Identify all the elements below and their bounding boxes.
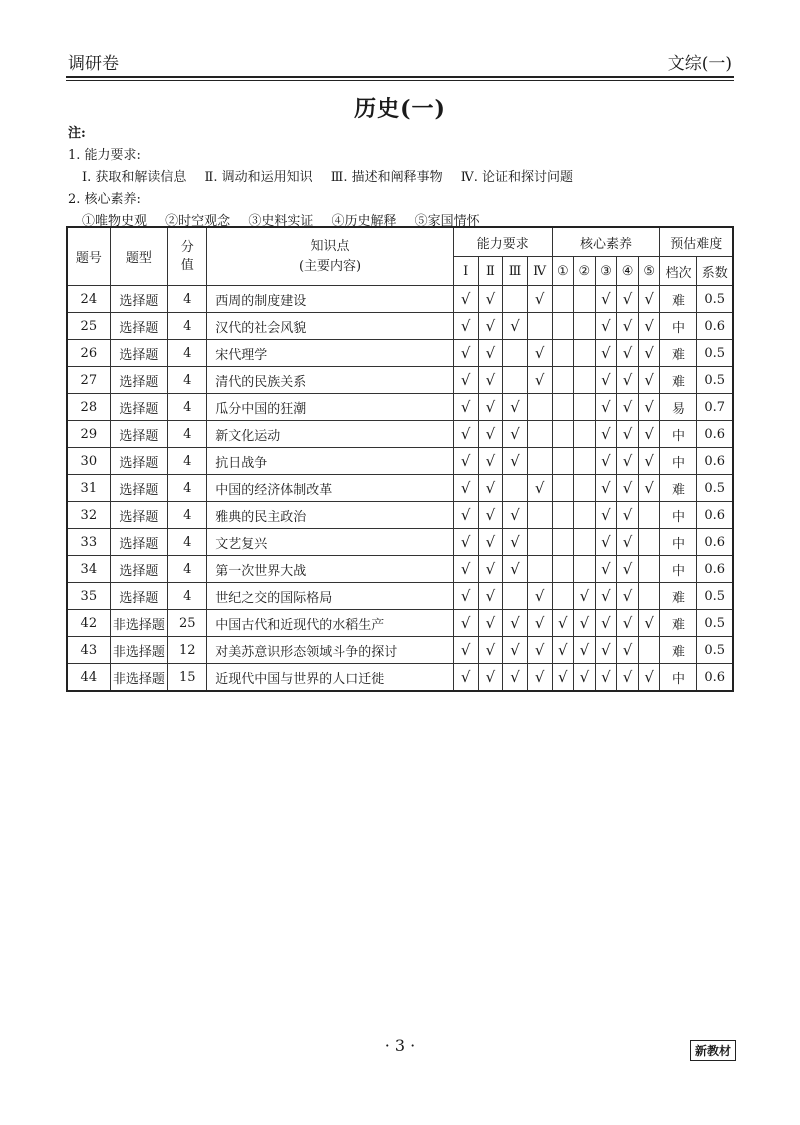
cell-level: 中	[660, 502, 697, 529]
cell-coef: 0.6	[697, 502, 733, 529]
header-ability-col: Ⅰ	[453, 257, 478, 286]
cell-ability-check: √	[503, 664, 528, 692]
cell-ability-check: √	[453, 529, 478, 556]
cell-type: 选择题	[110, 502, 168, 529]
cell-score: 4	[168, 502, 207, 529]
cell-score: 4	[168, 367, 207, 394]
table-row	[67, 313, 733, 340]
cell-coef: 0.6	[697, 556, 733, 583]
table-row	[67, 637, 733, 664]
cell-score: 4	[168, 394, 207, 421]
cell-type: 非选择题	[110, 610, 168, 637]
cell-coef: 0.6	[697, 448, 733, 475]
cell-literacy-check: √	[638, 313, 660, 340]
cell-ability-check: √	[453, 610, 478, 637]
cell-no: 32	[67, 502, 110, 529]
header-left: 调研卷	[68, 54, 119, 74]
page-number: · 3 ·	[384, 1036, 416, 1055]
cell-ability-check	[503, 286, 528, 313]
cell-topic: 中国古代和近现代的水稻生产	[207, 610, 454, 637]
header-ability-col: Ⅱ	[478, 257, 503, 286]
cell-literacy-check: √	[595, 448, 617, 475]
cell-ability-check: √	[503, 637, 528, 664]
table-row	[67, 475, 733, 502]
cell-score: 4	[168, 529, 207, 556]
header-level-col: 档次	[660, 257, 697, 286]
cell-no: 28	[67, 394, 110, 421]
ability-title: 1. 能力要求:	[68, 148, 141, 163]
cell-literacy-check	[574, 448, 596, 475]
cell-ability-check: √	[453, 637, 478, 664]
cell-literacy-check: √	[574, 664, 596, 692]
ability-list	[68, 167, 587, 189]
cell-literacy-check	[552, 394, 574, 421]
cell-ability-check	[527, 394, 552, 421]
cell-coef: 0.5	[697, 637, 733, 664]
table-row	[67, 286, 733, 313]
cell-topic: 瓜分中国的狂潮	[207, 394, 454, 421]
cell-score: 4	[168, 556, 207, 583]
cell-coef: 0.7	[697, 394, 733, 421]
cell-score: 4	[168, 421, 207, 448]
cell-literacy-check	[574, 394, 596, 421]
cell-score: 4	[168, 475, 207, 502]
cell-ability-check: √	[453, 556, 478, 583]
literacy-item: ③史料实证	[248, 214, 314, 229]
cell-literacy-check: √	[617, 340, 639, 367]
cell-literacy-check	[638, 556, 660, 583]
cell-literacy-check: √	[617, 394, 639, 421]
page-header	[68, 46, 732, 74]
cell-ability-check: √	[527, 475, 552, 502]
cell-ability-check: √	[527, 367, 552, 394]
cell-literacy-check	[552, 529, 574, 556]
cell-type: 选择题	[110, 394, 168, 421]
table-row	[67, 340, 733, 367]
cell-level: 难	[660, 286, 697, 313]
cell-level: 中	[660, 664, 697, 692]
cell-literacy-check: √	[595, 394, 617, 421]
cell-ability-check: √	[478, 313, 503, 340]
cell-topic: 新文化运动	[207, 421, 454, 448]
cell-ability-check: √	[478, 394, 503, 421]
header-literacy-col: ①	[552, 257, 574, 286]
cell-literacy-check	[574, 475, 596, 502]
cell-literacy-check: √	[595, 529, 617, 556]
cell-coef: 0.5	[697, 475, 733, 502]
cell-literacy-check: √	[617, 556, 639, 583]
cell-level: 难	[660, 583, 697, 610]
header-right: 文综(一)	[667, 54, 732, 74]
cell-score: 4	[168, 286, 207, 313]
notes	[68, 123, 587, 233]
cell-ability-check	[527, 421, 552, 448]
cell-literacy-check	[574, 556, 596, 583]
cell-literacy-check: √	[617, 664, 639, 692]
cell-type: 选择题	[110, 529, 168, 556]
table-body	[67, 286, 733, 692]
header-ability-col: Ⅳ	[527, 257, 552, 286]
cell-literacy-check: √	[638, 286, 660, 313]
cell-literacy-check	[638, 637, 660, 664]
cell-type: 选择题	[110, 421, 168, 448]
literacy-title: 2. 核心素养:	[68, 192, 141, 207]
cell-ability-check	[503, 583, 528, 610]
cell-type: 选择题	[110, 313, 168, 340]
cell-ability-check: √	[478, 637, 503, 664]
cell-topic: 中国的经济体制改革	[207, 475, 454, 502]
table-row	[67, 502, 733, 529]
cell-ability-check: √	[478, 610, 503, 637]
cell-literacy-check: √	[638, 340, 660, 367]
cell-ability-check: √	[478, 367, 503, 394]
cell-literacy-check: √	[595, 421, 617, 448]
cell-ability-check: √	[478, 475, 503, 502]
cell-topic: 世纪之交的国际格局	[207, 583, 454, 610]
cell-coef: 0.5	[697, 583, 733, 610]
header-rule-thin	[66, 80, 734, 81]
cell-ability-check: √	[453, 664, 478, 692]
cell-coef: 0.6	[697, 313, 733, 340]
header-coef-col: 系数	[697, 257, 733, 286]
cell-score: 4	[168, 448, 207, 475]
header-topic-sub: (主要内容)	[298, 258, 362, 274]
cell-ability-check	[503, 475, 528, 502]
cell-ability-check: √	[478, 421, 503, 448]
header-literacy-col: ④	[617, 257, 639, 286]
cell-ability-check	[527, 529, 552, 556]
cell-topic: 雅典的民主政治	[207, 502, 454, 529]
cell-coef: 0.6	[697, 421, 733, 448]
header-rule	[66, 76, 734, 78]
cell-ability-check: √	[478, 556, 503, 583]
cell-type: 选择题	[110, 475, 168, 502]
cell-type: 选择题	[110, 286, 168, 313]
cell-score: 4	[168, 583, 207, 610]
cell-ability-check: √	[503, 529, 528, 556]
cell-literacy-check	[552, 556, 574, 583]
cell-literacy-check	[574, 313, 596, 340]
cell-literacy-check: √	[638, 664, 660, 692]
cell-literacy-check: √	[617, 286, 639, 313]
cell-no: 34	[67, 556, 110, 583]
cell-literacy-check: √	[617, 529, 639, 556]
cell-coef: 0.5	[697, 340, 733, 367]
cell-ability-check: √	[503, 394, 528, 421]
cell-literacy-check: √	[617, 367, 639, 394]
cell-type: 选择题	[110, 556, 168, 583]
edition-badge: 新教材	[690, 1040, 736, 1061]
cell-type: 选择题	[110, 367, 168, 394]
cell-ability-check: √	[453, 394, 478, 421]
cell-ability-check: √	[453, 367, 478, 394]
cell-ability-check: √	[453, 286, 478, 313]
cell-coef: 0.5	[697, 367, 733, 394]
cell-level: 难	[660, 637, 697, 664]
cell-level: 难	[660, 475, 697, 502]
cell-type: 非选择题	[110, 664, 168, 692]
cell-topic: 近现代中国与世界的人口迁徙	[207, 664, 454, 692]
cell-level: 中	[660, 313, 697, 340]
table-row	[67, 583, 733, 610]
cell-level: 难	[660, 610, 697, 637]
cell-literacy-check: √	[574, 610, 596, 637]
table-row	[67, 556, 733, 583]
table-header-row	[67, 227, 733, 257]
cell-literacy-check: √	[574, 583, 596, 610]
cell-literacy-check: √	[617, 502, 639, 529]
cell-literacy-check	[552, 475, 574, 502]
cell-type: 选择题	[110, 583, 168, 610]
cell-topic: 汉代的社会风貌	[207, 313, 454, 340]
cell-literacy-check: √	[617, 610, 639, 637]
header-ability: 能力要求	[453, 227, 552, 257]
cell-topic: 抗日战争	[207, 448, 454, 475]
header-ability-col: Ⅲ	[503, 257, 528, 286]
cell-literacy-check: √	[595, 556, 617, 583]
cell-ability-check	[503, 367, 528, 394]
header-literacy-col: ③	[595, 257, 617, 286]
cell-level: 易	[660, 394, 697, 421]
cell-literacy-check: √	[617, 583, 639, 610]
cell-literacy-check: √	[638, 448, 660, 475]
table-row	[67, 421, 733, 448]
cell-literacy-check	[574, 529, 596, 556]
cell-literacy-check: √	[552, 664, 574, 692]
cell-ability-check	[527, 556, 552, 583]
cell-ability-check: √	[478, 502, 503, 529]
cell-literacy-check	[552, 421, 574, 448]
cell-literacy-check	[638, 583, 660, 610]
cell-no: 25	[67, 313, 110, 340]
page-title: 历史(一)	[354, 96, 446, 122]
cell-literacy-check: √	[595, 637, 617, 664]
cell-no: 43	[67, 637, 110, 664]
cell-literacy-check: √	[617, 448, 639, 475]
cell-level: 中	[660, 529, 697, 556]
notes-label: 注:	[68, 126, 86, 141]
cell-ability-check: √	[478, 340, 503, 367]
ability-item: Ⅱ. 调动和运用知识	[204, 170, 313, 185]
cell-literacy-check	[552, 313, 574, 340]
literacy-item: ①唯物史观	[82, 214, 148, 229]
cell-ability-check: √	[527, 583, 552, 610]
cell-coef: 0.5	[697, 610, 733, 637]
cell-no: 26	[67, 340, 110, 367]
table-row	[67, 367, 733, 394]
cell-ability-check: √	[453, 421, 478, 448]
cell-score: 12	[168, 637, 207, 664]
cell-type: 非选择题	[110, 637, 168, 664]
header-literacy: 核心素养	[552, 227, 660, 257]
cell-topic: 宋代理学	[207, 340, 454, 367]
cell-level: 难	[660, 367, 697, 394]
cell-no: 29	[67, 421, 110, 448]
cell-literacy-check: √	[617, 313, 639, 340]
header-literacy-col: ⑤	[638, 257, 660, 286]
table-row	[67, 448, 733, 475]
cell-ability-check: √	[503, 502, 528, 529]
cell-no: 33	[67, 529, 110, 556]
cell-score: 4	[168, 313, 207, 340]
cell-ability-check: √	[503, 448, 528, 475]
cell-ability-check: √	[503, 556, 528, 583]
cell-literacy-check: √	[595, 583, 617, 610]
header-type: 题型	[110, 227, 168, 286]
cell-topic: 文艺复兴	[207, 529, 454, 556]
cell-type: 选择题	[110, 448, 168, 475]
header-literacy-col: ②	[574, 257, 596, 286]
cell-ability-check: √	[503, 610, 528, 637]
cell-ability-check: √	[478, 529, 503, 556]
cell-ability-check: √	[527, 610, 552, 637]
cell-ability-check: √	[453, 475, 478, 502]
cell-literacy-check: √	[552, 610, 574, 637]
cell-literacy-check	[552, 502, 574, 529]
cell-ability-check: √	[453, 583, 478, 610]
cell-literacy-check	[552, 286, 574, 313]
table-row	[67, 664, 733, 692]
cell-no: 27	[67, 367, 110, 394]
cell-no: 35	[67, 583, 110, 610]
cell-ability-check: √	[478, 286, 503, 313]
cell-score: 4	[168, 340, 207, 367]
cell-topic: 对美苏意识形态领域斗争的探讨	[207, 637, 454, 664]
cell-topic: 第一次世界大战	[207, 556, 454, 583]
cell-literacy-check: √	[595, 475, 617, 502]
cell-type: 选择题	[110, 340, 168, 367]
cell-literacy-check	[638, 502, 660, 529]
literacy-item: ④历史解释	[331, 214, 397, 229]
cell-literacy-check: √	[595, 610, 617, 637]
cell-no: 42	[67, 610, 110, 637]
table-row	[67, 529, 733, 556]
cell-literacy-check: √	[574, 637, 596, 664]
ability-item: Ⅲ. 描述和阐释事物	[330, 170, 443, 185]
cell-level: 难	[660, 340, 697, 367]
cell-ability-check: √	[478, 583, 503, 610]
cell-ability-check: √	[453, 340, 478, 367]
header-difficulty: 预估难度	[660, 227, 733, 257]
cell-literacy-check	[574, 421, 596, 448]
table-row	[67, 394, 733, 421]
table-row	[67, 610, 733, 637]
cell-literacy-check: √	[638, 394, 660, 421]
cell-literacy-check: √	[595, 313, 617, 340]
cell-ability-check: √	[478, 664, 503, 692]
cell-literacy-check	[574, 502, 596, 529]
cell-coef: 0.5	[697, 286, 733, 313]
cell-literacy-check	[552, 340, 574, 367]
cell-level: 中	[660, 421, 697, 448]
cell-coef: 0.6	[697, 664, 733, 692]
cell-ability-check: √	[453, 448, 478, 475]
cell-literacy-check	[574, 367, 596, 394]
header-topic	[207, 227, 454, 286]
ability-item: Ⅰ. 获取和解读信息	[82, 170, 187, 185]
cell-literacy-check	[552, 583, 574, 610]
cell-level: 中	[660, 556, 697, 583]
cell-no: 31	[67, 475, 110, 502]
cell-literacy-check	[574, 286, 596, 313]
cell-ability-check: √	[527, 340, 552, 367]
cell-ability-check	[503, 340, 528, 367]
cell-literacy-check	[552, 448, 574, 475]
cell-ability-check: √	[503, 421, 528, 448]
cell-ability-check: √	[527, 637, 552, 664]
cell-level: 中	[660, 448, 697, 475]
cell-coef: 0.6	[697, 529, 733, 556]
cell-ability-check: √	[478, 448, 503, 475]
header-topic-main: 知识点	[310, 238, 350, 254]
cell-literacy-check: √	[638, 610, 660, 637]
cell-literacy-check: √	[617, 637, 639, 664]
literacy-item: ⑤家国情怀	[414, 214, 480, 229]
cell-literacy-check	[574, 340, 596, 367]
cell-literacy-check: √	[595, 367, 617, 394]
cell-literacy-check	[552, 367, 574, 394]
cell-literacy-check: √	[617, 421, 639, 448]
cell-no: 44	[67, 664, 110, 692]
cell-score: 15	[168, 664, 207, 692]
cell-literacy-check: √	[617, 475, 639, 502]
cell-ability-check: √	[453, 313, 478, 340]
cell-literacy-check: √	[638, 421, 660, 448]
cell-no: 24	[67, 286, 110, 313]
cell-ability-check: √	[503, 313, 528, 340]
header-no: 题号	[67, 227, 110, 286]
ability-item: Ⅳ. 论证和探讨问题	[460, 170, 574, 185]
cell-ability-check	[527, 448, 552, 475]
cell-score: 25	[168, 610, 207, 637]
literacy-item: ②时空观念	[165, 214, 231, 229]
cell-ability-check: √	[527, 286, 552, 313]
specification-table	[66, 226, 734, 692]
cell-literacy-check	[638, 529, 660, 556]
cell-literacy-check: √	[552, 637, 574, 664]
cell-topic: 西周的制度建设	[207, 286, 454, 313]
cell-literacy-check: √	[638, 475, 660, 502]
cell-literacy-check: √	[595, 340, 617, 367]
cell-ability-check: √	[453, 502, 478, 529]
cell-no: 30	[67, 448, 110, 475]
cell-literacy-check: √	[595, 502, 617, 529]
cell-literacy-check: √	[595, 664, 617, 692]
cell-ability-check	[527, 313, 552, 340]
cell-ability-check: √	[527, 664, 552, 692]
cell-ability-check	[527, 502, 552, 529]
cell-topic: 清代的民族关系	[207, 367, 454, 394]
cell-literacy-check: √	[638, 367, 660, 394]
cell-literacy-check: √	[595, 286, 617, 313]
header-score: 分值	[168, 227, 207, 286]
